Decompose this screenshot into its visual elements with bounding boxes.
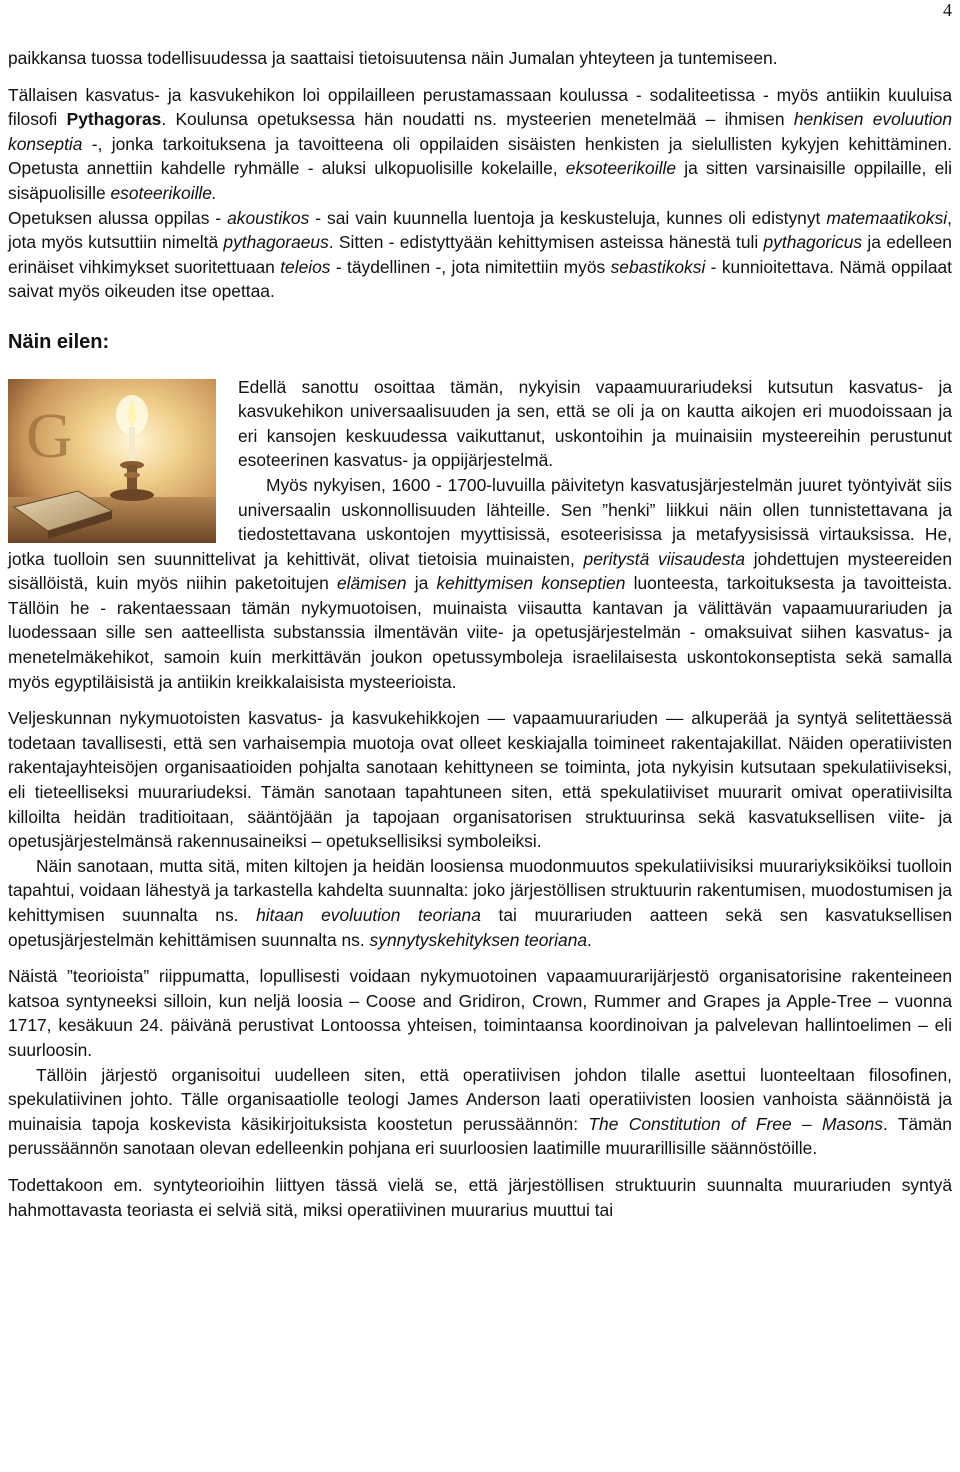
svg-text:G: G [26, 399, 73, 471]
paragraph-roots: Myös nykyisen, 1600 - 1700-luvuilla päivitetyn kasvatusjärjestelmän juuret työntyivät siis universaalin uskonnollisuuden lähteille. Sen ”henki” liikkui näin ollen tunnistettavana ja tiedostettavana uskontojen myyttisissä, esoteerisissa ja metafyysisissä virtauksissa. He, jotka tuolloin sen suunnittelivat ja kehittivät, olivat tietoisia muinaisten, peritystä viisaudesta johdettujen mysteereiden sisällöistä, kuin myös niihin paketoitujen elämisen ja kehittymisen konseptien luonteesta, tarkoituksesta ja tavoitteista. Tällöin he - rakentaessaan tämän nykymuotoisen, muinaista viisautta kantavan ja välittävän vapaamuurariuden ja luodessaan sille sen aatteellista substanssia ilmentävän viite- ja opetusjärjestelmän - omaksuivat siihen kasvatus- ja menetelmäkehikot, samoin kuin merkittävän joukon opetussymboleja israelilaisesta uskontokonseptista sekä samalla myös egyptiläisistä ja antiikin kreikkalaisista mysteerioista. [8, 474, 953, 692]
paragraph-grand-lodge: Näistä ”teorioista” riippumatta, lopullisesti voidaan nykymuotoinen vapaamuurarijärjestö organisatorisine rakenteineen katsoa syntyneeksi silloin, kun neljä loosia – Coose and Gridiron, Crown, Rummer and Grapes ja Apple-Tree – vuonna 1717, kesäkuun 24. päivänä perustivat Lontoossa yhteisen, toimintaansa koordinoivan ja palvelevan hallintoelimen – eli suurloosin. [8, 966, 952, 1060]
paragraph-closing: Todettakoon em. syntyteorioihin liittyen tässä vielä se, että järjestöllisen struktuurin suunnalta muurariuden syntyä hahmottavasta teoriasta ei selviä sitä, miksi operatiivinen muurarius muuttui tai [8, 1174, 952, 1220]
paragraph-intro-continuation: paikkansa tuossa todellisuudessa ja saattaisi tietoisuutensa näin Jumalan yhteyteen ja tuntemiseen. [8, 48, 778, 68]
paragraph-pythagoras: Tällaisen kasvatus- ja kasvukehikon loi oppilailleen perustamassaan koulussa - sodaliteetissa - myös antiikin kuuluisa filosofi Pythagoras. Koulunsa opetuksessa hän noudatti ns. mysteerien menetelmää – ihmisen henkisen evoluution konseptia -, jonka tarkoituksena ja tavoitteena oli oppilaiden sisäisten henkisten ja sielullisten kykyjen kehittäminen. Opetusta annettiin kahdelle ryhmälle - aluksi ulkopuolisille kokelaille, eksoteerikoille ja sitten varsinaisille oppilaille, eli sisäpuolisille esoteerikoille. [8, 84, 953, 203]
candle-letter-g-image [8, 379, 216, 543]
paragraph-guilds: Veljeskunnan nykymuotoisten kasvatus- ja kasvukehikkojen — vapaamuurariuden — alkuperää ja syntyä selitettäessä todetaan tavallisesti, että sen varhaisempia muotoja ovat olleet keskiajalla toimineet rakentajakillat. Näiden operatiivisten rakentajayhteisöjen organisaatioiden pohjalta sanotaan kehittyneen se toiminta, jota nykyisin kutsutaan spekulatiiviseksi, eli tieteelliseksi muurariudeksi. Tämän sanotaan tapahtuneen siten, että spekulatiiviset muurarit omivat operatiivisilta killoilta heidän traditioitaan, sääntöjään ja tapojaan organisatorisen struktuurinsa sekä kasvatuksellisen viite- ja opetusjärjestelmänsä rakennusaineiksi – opetuksellisiksi symboleiksi. [8, 708, 952, 852]
section-heading: Näin eilen: [8, 330, 110, 353]
page-number: 4 [943, 0, 952, 20]
paragraph-theories: Näin sanotaan, mutta sitä, miten kiltojen ja heidän loosiensa muodonmuutos spekulatiivisiksi muurariyksiköiksi tuolloin tapahtui, voidaan lähestyä ja tarkastella kahdelta suunnalta: joko järjestöllisen struktuurin rakentumisen, muodostumisen ja kehittymisen suunnalta ns. hitaan evoluution teoriana tai muurariuden aatteen sekä sen kasvatuksellisen opetusjärjestelmän kehittämisen suunnalta ns. synnytyskehityksen teoriana. [8, 855, 952, 950]
paragraph-constitution: Tällöin järjestö organisoitui uudelleen siten, että operatiivisen johdon tilalle asettui luonteeltaan filosofinen, spekulatiivinen johto. Tälle organisaatiolle teologi James Anderson laati operatiivisten loosien vanhoista säännöistä ja muinaisia tapoja koskevista käsikirjoituksista koostetun perussäännön: The Constitution of Free – Masons. Tämän perussäännön sanotaan olevan edelleenkin pohjana eri suurloosien laatimille muurarillisille säännöstöille. [8, 1064, 952, 1159]
paragraph-universal: Edellä sanottu osoittaa tämän, nykyisin vapaamuurariudeksi kutsutun kasvatus- ja kasvukehikon universaalisuuden ja sen, että se oli ja on kautta aikojen eri muodoissaan ja eri kansojen keskuudessa vaikuttanut, uskontoihin ja muinaisiin mysteereihin perustunut esoteerinen kasvatus- ja oppijärjestelmä. [238, 376, 952, 471]
paragraph-students: Opetuksen alussa oppilas - akoustikos - sai vain kuunnella luentoja ja keskusteluja, kunnes oli edistynyt matemaatikoksi, jota myös kutsuttiin nimeltä pythagoraeus. Sitten - edistyttyään kehittymisen asteissa hänestä tuli pythagoricus ja edelleen erinäiset vihkimykset suoritettuaan teleios - täydellinen -, jota nimitettiin myös sebastikoksi - kunnioitettava. Nämä oppilaat saivat myös oikeuden itse opettaa. [8, 207, 952, 302]
document-body [8, 46, 952, 1222]
